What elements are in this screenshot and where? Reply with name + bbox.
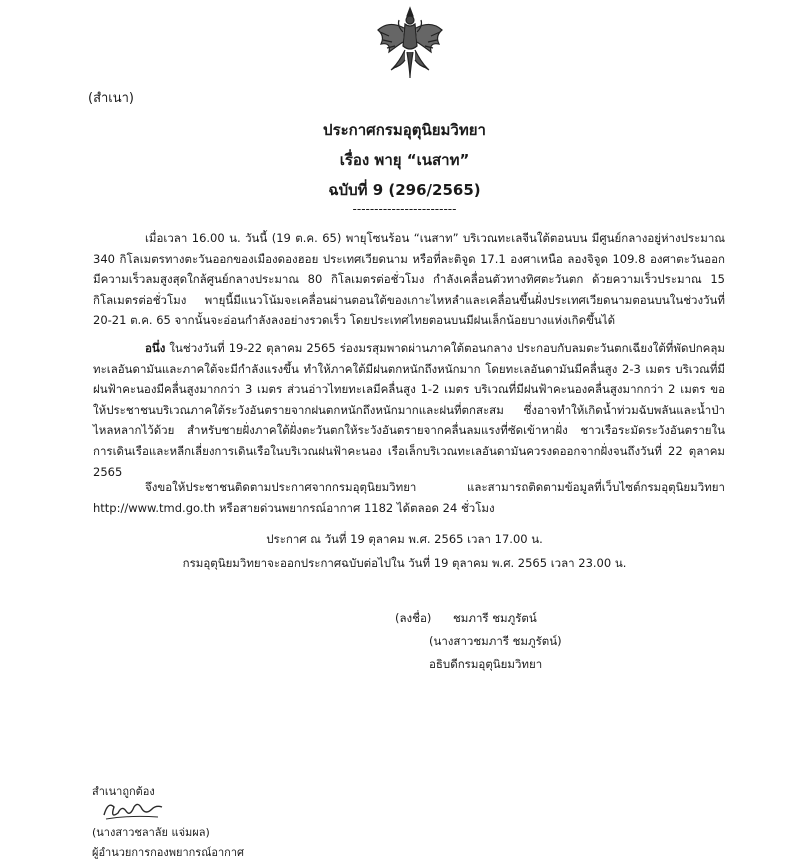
copy-label: (สำเนา) — [88, 91, 135, 106]
certification-position: ผู้อำนวยการกองพยากรณ์อากาศ — [92, 846, 245, 859]
paragraph-monsoon-body: ในช่วงวันที่ 19-22 ตุลาคม 2565 ร่องมรสุมพาดผ่านภาคใต้ตอนกลาง ประกอบกับลมตะวันตกเฉียงใต้ที่พัดปกคลุมทะเลอันดามันและภาคใต้จะมีกำลังแรงขึ้น ทำให้ภาคใต้มีฝนตกหนักถึงหนักมาก โดยทะเลอันดามันมีคลื่นสูง 2-3 เมตร บริเวณที่มีฝนฟ้าคะนองมีคลื่นสูงมากกว่า 3 เมตร ส่วนอ่าวไทยทะเลมีคลื่นสูง 1-2 เมตร บริเวณที่มีฝนฟ้าคะนองคลื่นสูงมากกว่า 2 เมตร ขอให้ประชาชนบริเวณภาคใต้ระวังอันตรายจากฝนตกหนักถึงหนักมากและฝนที่ตกสะสม ซึ่งอาจทำให้เกิดน้ำท่วมฉับพลันและน้ำป่าไหลหลากไว้ด้วย สำหรับชายฝั่งภาคใต้ฝั่งตะวันตกให้ระวังอันตรายจากคลื่นลมแรงที่ซัดเข้าหาฝั่ง ชาวเรือระมัดระวังอันตรายในการเดินเรือและหลีกเลี่ยงการเดินเรือในบริเวณฝนฟ้าคะนอง เรือเล็กบริเวณทะเลอันดามันควรงดออกจากฝั่งจนถึงวันที่ 22 ตุลาคม 2565 — [93, 341, 725, 479]
paragraph-storm-status: เมื่อเวลา 16.00 น. วันนี้ (19 ต.ค. 65) พายุโซนร้อน “เนสาท” บริเวณทะเลจีนใต้ตอนบน มีศูนย์กลางอยู่ห่างประมาณ 340 กิโลเมตรทางตะวันออกของเมืองดองฮอย ประเทศเวียดนาม หรือที่ละติจูด 17.1 องศาเหนือ ลองจิจูด 109.8 องศาตะวันออก มีความเร็วลมสูงสุดใกล้ศูนย์กลางประมาณ 80 กิโลเมตรต่อชั่วโมง กำลังเคลื่อนตัวทางทิศตะวันตก ด้วยความเร็วประมาณ 15 กิโลเมตรต่อชั่วโมง พายุนี้มีแนวโน้มจะเคลื่อนผ่านตอนใต้ของเกาะไหหลำและเคลื่อนขึ้นฝั่งประเทศเวียดนามตอนบนในช่วงวันที่ 20-21 ต.ค. 65 จากนั้นจะอ่อนกำลังลงอย่างรวดเร็ว โดยประเทศไทยตอนบนมีฝนเล็กน้อยบางแห่งเกิดขึ้นได้ — [93, 231, 725, 328]
signature-name: ชมภารี ชมภูรัตน์ — [453, 611, 537, 625]
next-issue-notice: กรมอุตุนิยมวิทยาจะออกประกาศฉบับต่อไปใน วันที่ 19 ตุลาคม พ.ศ. 2565 เวลา 23.00 น. — [182, 556, 627, 570]
signature-icon — [100, 797, 164, 823]
signature-full-name: (นางสาวชมภารี ชมภูรัตน์) — [429, 634, 562, 648]
issue-number: ฉบับที่ 9 (296/2565) — [328, 181, 481, 199]
divider: ------------------------ — [352, 202, 457, 216]
paragraph-monsoon — [93, 338, 725, 482]
paragraph-lead: อนึ่ง — [145, 341, 166, 355]
garuda-emblem-icon — [375, 6, 445, 82]
signature-position: อธิบดีกรมอุตุนิยมวิทยา — [429, 657, 543, 671]
subject-line: เรื่อง พายุ “เนสาท” — [339, 151, 470, 169]
certification-name: (นางสาวชลาลัย แจ่มผล) — [92, 826, 210, 839]
certification-label: สำเนาถูกต้อง — [92, 785, 155, 798]
paragraph-follow-up: จึงขอให้ประชาชนติดตามประกาศจากกรมอุตุนิยมวิทยา และสามารถติดตามข้อมูลที่เว็บไซต์กรมอุตุนิยมวิทยา http://www.tmd.go.th หรือสายด่วนพยากรณ์อากาศ 1182 ได้ตลอด 24 ชั่วโมง — [93, 480, 725, 515]
announced-date: ประกาศ ณ วันที่ 19 ตุลาคม พ.ศ. 2565 เวลา 17.00 น. — [266, 532, 543, 546]
page-title: ประกาศกรมอุตุนิยมวิทยา — [323, 121, 486, 139]
signature-label: (ลงชื่อ) — [395, 611, 432, 625]
